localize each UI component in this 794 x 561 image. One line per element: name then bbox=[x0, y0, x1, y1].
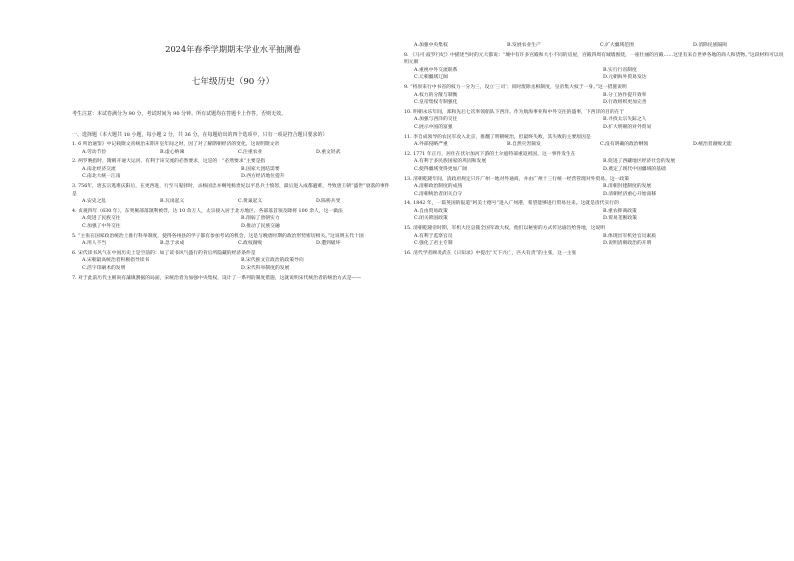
answer-option: A.权力的分散与制衡 bbox=[414, 92, 458, 98]
question-item bbox=[404, 200, 786, 223]
answer-option: C.元朝疆域辽阔 bbox=[414, 75, 448, 81]
option-group bbox=[404, 92, 786, 107]
question-item bbox=[72, 233, 394, 248]
answer-option: C.展示中国的富强 bbox=[414, 124, 453, 130]
answer-option: A.重视中外交流联系 bbox=[414, 67, 458, 73]
right-question-list bbox=[404, 42, 786, 257]
answer-option: C.闭关锁国政策 bbox=[414, 216, 448, 222]
answer-option: C.注重农业 bbox=[238, 149, 263, 155]
question-stem: 3. 756年，唐玄宗逃难庆阳后，在更西进，行至马嵬驿时，杀杨国忠并赐死杨贵妃以平息兵士愤怒，最后进入成都避难，导致唐王朝“盛世”衰落的事件是 bbox=[72, 183, 390, 197]
answer-option: B.分工协作提升效率 bbox=[603, 92, 647, 98]
answer-option: D.奠定了现代中国疆域的基础 bbox=[603, 166, 666, 172]
answer-option: C.南北大统一江南 bbox=[82, 174, 121, 180]
answer-option: B.促进了西藏地区经济社会的发展 bbox=[603, 159, 676, 165]
question-item bbox=[404, 42, 786, 50]
answer-option: B.急于求成 bbox=[160, 241, 185, 247]
section-heading: 一、选择题（本大题共 18 小题，每小题 2 分，共 36 分。在每题给出的四个选项中，只有一项是符合题目要求的） bbox=[72, 132, 328, 138]
question-item bbox=[72, 158, 394, 181]
exam-notice: 考生注意：本试卷满分为 90 分，考试时间为 90 分钟。所有试题均在答题卡上作答，否则无效。 bbox=[72, 111, 287, 117]
answer-option: D.消除民族隔阂 bbox=[693, 43, 727, 48]
answer-option: C.使得疆域变得更加广阔 bbox=[414, 166, 467, 172]
answer-option: A.清朝政治制度的成熟 bbox=[414, 184, 463, 190]
answer-option: A.加强与西洋的交往 bbox=[414, 117, 458, 123]
answer-option: B.虚心纳谏 bbox=[160, 149, 185, 155]
answer-option: C.加强了中外交往 bbox=[82, 223, 121, 229]
option-group bbox=[72, 149, 394, 157]
answer-option: B.瓦岗起义 bbox=[160, 199, 185, 205]
answer-option: C.黄巢起义 bbox=[238, 199, 263, 205]
question-stem: 13. 清朝乾隆年间，清政府规定只许广州一地对外通商，并由广州十三行统一经营管理对外贸易。这一政策 bbox=[404, 176, 630, 182]
answer-option: D.行政组织更加完善 bbox=[603, 100, 647, 106]
answer-option: A.促进了民族交往 bbox=[82, 216, 121, 222]
left-column bbox=[72, 0, 394, 561]
answer-option: C.没有明确的政治纲领 bbox=[600, 142, 649, 148]
question-item bbox=[72, 275, 394, 283]
question-stem: 2. 两罗晚指时，隋朝开通大运河，有利于该交流的必然要求，这是的 “必然要求”主要是指 bbox=[72, 159, 266, 165]
answer-option: D.元朝海外贸易发达 bbox=[603, 75, 647, 81]
answer-option: D.推动了民族交融 bbox=[241, 223, 280, 229]
answer-option: C.活字印刷术的发明 bbox=[82, 265, 126, 271]
question-stem: 9. “将原来行中书省的权力一分为三，设立‘三司’；同时废除丞相制度，皇帝集大权于一身。”这一措施说明 bbox=[404, 84, 627, 90]
option-group bbox=[72, 198, 394, 206]
question-item bbox=[72, 183, 394, 206]
question-stem: 1. 6 所治通鉴》中记载隋文帝统治末期开皇年间之时，因了对了解隋朝经济的变化，这说明隋文帝 bbox=[72, 142, 280, 147]
question-stem: 14. 1842 年，一篇英国的报道“阿美士德号”进入广州港，希望能够进行贸易往来。这就是清代实行的 bbox=[404, 201, 619, 207]
question-stem: 5. “主张在国家政治统治上推行科举制度，使得各州县的学子都有参加考试的机会，这是与晚唐时期的政治形势密切相关。”这说明五代十国 bbox=[72, 233, 364, 239]
option-group bbox=[404, 183, 786, 198]
answer-option: D.遭到破坏 bbox=[316, 241, 341, 247]
question-stem: 12. 1771 年正月，居住在伏尔加河下游的土尔扈特部重返祖国，这一事件发生在 bbox=[404, 151, 576, 157]
question-stem: 4. 贞观四年（630 年），东突厥部落颉利被俘，达 10 余万人，太宗接入居于北方地区，各部落首领及降将 100 余人，这一做法 bbox=[72, 208, 343, 214]
answer-option: A.有利于多民族国家的巩固和发展 bbox=[414, 159, 487, 165]
answer-option: A.外部侵略严重 bbox=[414, 142, 448, 148]
answer-option: A.加强中央集权 bbox=[414, 43, 448, 48]
question-stem: 15. 清朝乾隆帝时期，军机大臣总揽全国军政大权，他们以秘密的方式传达谕旨给各地，这说明 bbox=[404, 226, 606, 232]
question-item bbox=[404, 176, 786, 199]
answer-option: B.发展农业生产 bbox=[507, 43, 541, 48]
answer-option: D.清朝经济重心开始南移 bbox=[603, 191, 657, 197]
option-group bbox=[404, 233, 786, 248]
option-group bbox=[72, 215, 394, 230]
answer-option: C.清朝统治者闭关自守 bbox=[414, 191, 463, 197]
answer-option: A.用人不当 bbox=[82, 241, 107, 247]
answer-option: A.安史之乱 bbox=[82, 199, 107, 205]
exam-title: 2024年春季学期期末学业水平抽测卷 bbox=[165, 44, 301, 54]
answer-option: D.贸易垄断政策 bbox=[603, 216, 637, 222]
answer-option: B.体现出军机处官员素质 bbox=[603, 233, 657, 239]
option-group bbox=[72, 240, 394, 248]
answer-option: B.自然灾害频发 bbox=[507, 142, 541, 148]
answer-option: A.自由贸易政策 bbox=[414, 208, 448, 214]
answer-option: B.清朝封建制度的发展 bbox=[603, 184, 652, 190]
question-item bbox=[404, 84, 786, 107]
question-stem: 10. 明朝永乐年间，郑和先后七次率领船队下西洋。作为航海事业和中外交往的盛事，下西洋的目的在于 bbox=[404, 109, 625, 115]
answer-option: D.西方经济地位提升 bbox=[241, 174, 285, 180]
question-stem: 11. 李自成领导的农民军攻入北京，推翻了明朝统治，但最终失败，其失败的主要原因是 bbox=[404, 134, 591, 140]
option-group bbox=[72, 257, 394, 272]
question-item bbox=[72, 141, 394, 156]
answer-option: C.扩大疆域范围 bbox=[600, 43, 634, 48]
option-group bbox=[404, 141, 786, 149]
option-group bbox=[404, 116, 786, 131]
question-item bbox=[404, 52, 786, 82]
question-item bbox=[404, 225, 786, 248]
answer-option: B.宋代推文官政治的政策导向 bbox=[241, 258, 304, 264]
question-item bbox=[404, 151, 786, 174]
question-stem: 6. 宋代读书风气在中国历史上是空前的：如了读书风气盛行的背后所隐藏的经济条件是 bbox=[72, 250, 256, 256]
left-question-list bbox=[72, 141, 394, 282]
right-column bbox=[404, 0, 786, 561]
answer-option: A.有利于监察官员 bbox=[414, 233, 453, 239]
option-group bbox=[72, 166, 394, 181]
answer-option: D.扩大明朝的对外贸易 bbox=[603, 124, 652, 130]
question-item bbox=[72, 208, 394, 231]
answer-option: D.陈桥兵变 bbox=[316, 199, 341, 205]
option-group bbox=[404, 67, 786, 82]
answer-option: B.寻找太宗失踪之人 bbox=[603, 117, 647, 123]
question-item bbox=[404, 109, 786, 132]
answer-option: B.削弱了唐朝实力 bbox=[241, 216, 280, 222]
answer-option: C.皇帝集权专制强化 bbox=[414, 100, 458, 106]
answer-option: D.说明清朝政治的开明 bbox=[603, 241, 652, 247]
answer-option: B.国家大团结需要 bbox=[241, 166, 280, 172]
answer-option: C.强化了君主专制 bbox=[414, 241, 453, 247]
option-group bbox=[404, 208, 786, 223]
question-item bbox=[72, 250, 394, 273]
answer-option: C.政权腐败 bbox=[238, 241, 263, 247]
answer-option: B.重农抑商政策 bbox=[603, 208, 637, 214]
answer-option: D.统治者腐败无能 bbox=[693, 142, 732, 148]
answer-option: A.南北经济交流 bbox=[82, 166, 116, 172]
answer-option: A.劳动节俭 bbox=[82, 149, 107, 155]
question-stem: 8. 《马可·波罗行纪》中描述当时的元大都说：“城中有许多宫殿和大小不同的房屋，宫殿四周有城墙围绕，一座壮丽的宫殿……这里有来自世界各地的商人和货物。”这段材料可以说明元朝 bbox=[404, 52, 784, 66]
question-stem: 16. 清代学者顾炎武在《日知录》中提出“天下兴亡，匹夫有责”的主张，这一主张 bbox=[404, 250, 577, 256]
question-item bbox=[404, 250, 786, 258]
answer-option: D.宋代科举制度的发展 bbox=[241, 265, 290, 271]
exam-subtitle: 七年级历史（90 分） bbox=[191, 77, 275, 87]
question-item bbox=[404, 134, 786, 149]
question-stem: 7. 对于此前历代主朝尚有藩镇割据的局面，宋统治者为加强中央集权，设计了一系列的制度措施，这就说明宋代统治者的统治方式是—— bbox=[72, 275, 362, 281]
answer-option: B.实行行省制度 bbox=[603, 67, 637, 73]
answer-option: D.重文轻武 bbox=[316, 149, 341, 155]
answer-option: A.宋朝最高统治者积极倡导读书 bbox=[82, 258, 150, 264]
option-group bbox=[404, 42, 786, 50]
option-group bbox=[404, 158, 786, 173]
